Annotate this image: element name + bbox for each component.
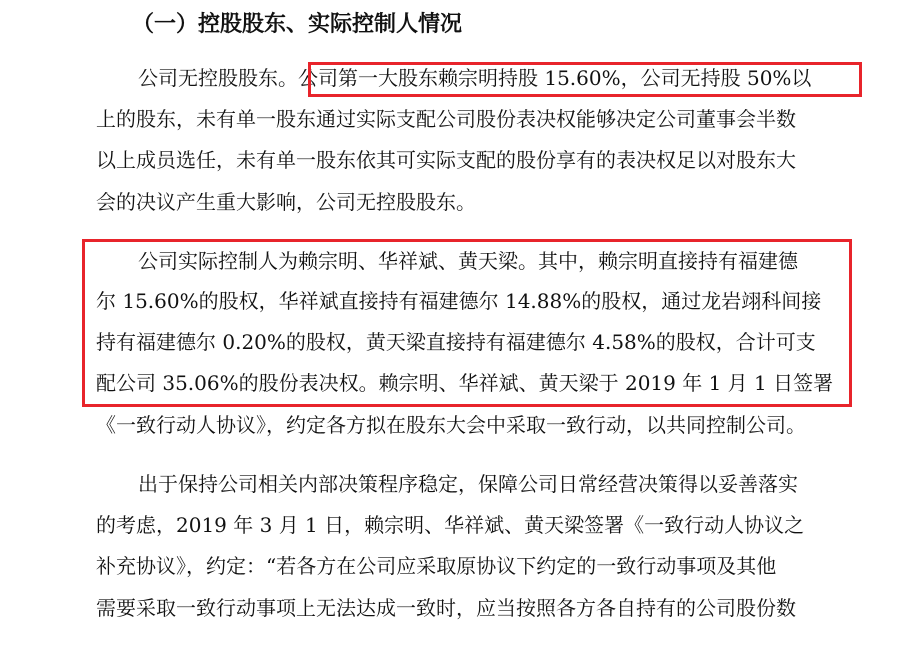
paragraph-line: 《一致行动人协议》，约定各方拟在股东大会中采取一致行动，以共同控制公司。: [96, 413, 806, 437]
paragraph-line: 会的决议产生重大影响，公司无控股股东。: [96, 190, 476, 214]
paragraph-line: 出于保持公司相关内部决策程序稳定，保障公司日常经营决策得以妥善落实: [138, 472, 798, 496]
paragraph-line: 持有福建德尔 0.20%的股权，黄天梁直接持有福建德尔 4.58%的股权，合计可支: [96, 330, 816, 354]
paragraph-line: 以上成员选任，未有单一股东依其可实际支配的股份享有的表决权足以对股东大: [96, 148, 796, 172]
paragraph-line: 补充协议》，约定：“若各方在公司应采取原协议下约定的一致行动事项及其他: [96, 554, 777, 578]
paragraph-line: 尔 15.60%的股权，华祥斌直接持有福建德尔 14.88%的股权，通过龙岩翊科间接: [96, 289, 822, 313]
paragraph-line: 公司无控股股东。公司第一大股东赖宗明持股 15.60%，公司无持股 50%以: [138, 66, 812, 90]
section-heading: （一）控股股东、实际控制人情况: [132, 12, 463, 37]
paragraph-line: 公司实际控制人为赖宗明、华祥斌、黄天梁。其中，赖宗明直接持有福建德: [138, 249, 798, 273]
paragraph-line: 的考虑，2019 年 3 月 1 日，赖宗明、华祥斌、黄天梁签署《一致行动人协议之: [96, 513, 805, 537]
paragraph-line: 配公司 35.06%的股份表决权。赖宗明、华祥斌、黄天梁于 2019 年 1 月 1 日签署: [96, 371, 834, 395]
paragraph-line: 上的股东，未有单一股东通过实际支配公司股份表决权能够决定公司董事会半数: [96, 107, 796, 131]
paragraph-line: 需要采取一致行动事项上无法达成一致时，应当按照各方各自持有的公司股份数: [96, 596, 796, 620]
